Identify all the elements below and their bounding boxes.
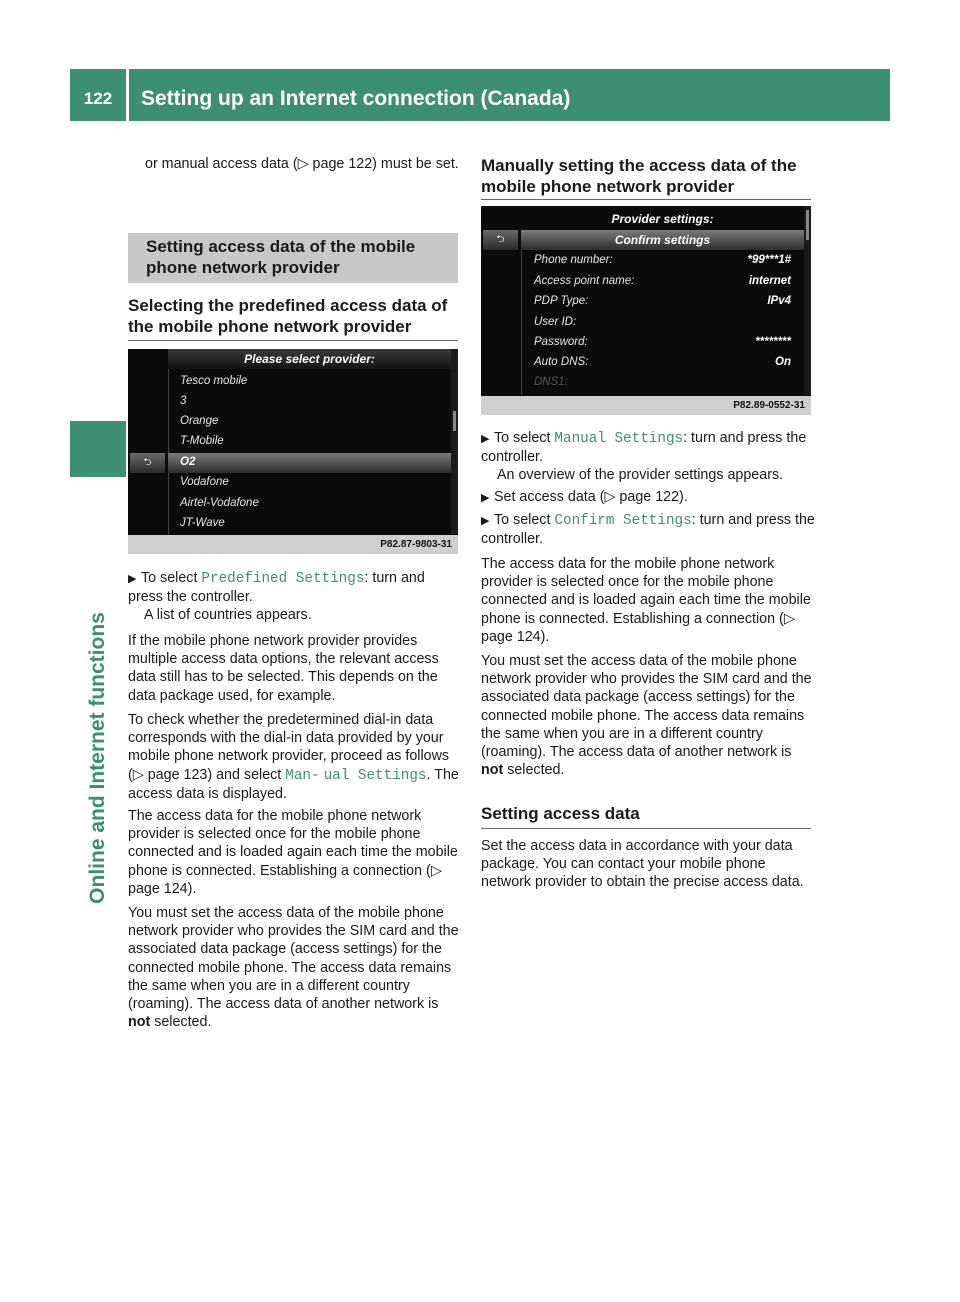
paragraph: To check whether the predetermined dial-in data corresponds with the dial-in data provided by your mobile phone network provider, proceed as follows (▷ page 123) and select Man‐ ual Settings. The access data is displayed. [128, 712, 459, 802]
step-instruction: ▶ To select Predefined Settings: turn and press the controller. A list of countries appears. [128, 570, 425, 624]
provider-item: 3 [180, 395, 187, 407]
selected-row-highlight [168, 453, 451, 473]
section-heading: Manually setting the access data of the mobile phone network provider [481, 156, 797, 196]
setting-value: On [775, 356, 791, 368]
step-instruction: ▶ To select Confirm Settings: turn and press the controller. [481, 512, 815, 548]
section-heading: Setting access data [481, 804, 640, 823]
setting-value: internet [748, 275, 791, 287]
provider-item: Tesco mobile [180, 375, 248, 387]
back-icon: ⮌ [483, 230, 518, 250]
setting-value: *99***1# [747, 254, 791, 266]
step-instruction: ▶ To select Manual Settings: turn and press the controller. An overview of the provider settings appears. [481, 430, 807, 484]
setting-label: PDP Type: [534, 295, 589, 307]
setting-label: Password: [534, 336, 588, 348]
provider-item: Vodafone [180, 476, 229, 488]
screenshot-caption: P82.89-0552-31 [733, 400, 805, 411]
paragraph: Set the access data in accordance with your data package. You can contact your mobile phone network provider to obtain the precise access data. [481, 838, 804, 891]
provider-item-selected: O2 [180, 456, 196, 468]
page-title: Setting up an Internet connection (Canada) [141, 87, 571, 110]
heading-rule [128, 340, 458, 341]
section-side-label: Online and Internet functions [86, 611, 109, 904]
setting-label: User ID: [534, 316, 577, 328]
sub-heading: Selecting the predefined access data of the mobile phone network provider [128, 296, 448, 336]
section-heading: Setting access data of the mobile phone network provider [146, 237, 416, 277]
provider-settings-screenshot: Provider settings: Confirm settings ⮌ Phone number: *99***1# Access point name: internet PDP Type: IPv4 User ID: Password: ******** Auto DNS: On DNS1: P82.89-0552-31 [481, 206, 811, 415]
step-arrow-icon: ▶ [481, 433, 490, 445]
intro-text: or manual access data (▷ page 122) must be set. [145, 156, 459, 172]
step-arrow-icon: ▶ [481, 515, 490, 527]
paragraph: You must set the access data of the mobile phone network provider who provides the SIM card and the associated data package (access settings) for the connected mobile phone. The access data remains the same when you are in a different country (roaming). The access data of another network is not selected. [128, 905, 459, 1031]
screen-title: Provider settings: [611, 212, 714, 226]
step-arrow-icon: ▶ [481, 492, 490, 504]
paragraph: If the mobile phone network provider provides multiple access data options, the relevant access data still has to be selected. This depends on the data package used, for example. [128, 633, 439, 704]
provider-item: Orange [180, 415, 219, 427]
provider-item: Airtel-Vodafone [180, 497, 259, 509]
provider-list-screenshot [128, 349, 458, 554]
heading-rule [481, 199, 811, 200]
setting-label: Phone number: [534, 254, 613, 266]
setting-value: ******** [755, 336, 791, 348]
paragraph: The access data for the mobile phone network provider is selected once for the mobile phone connected and is loaded again each time the mobile phone is connected. Establishing a connection (▷ page 124). [128, 808, 458, 897]
screen-title: Please select provider: [244, 352, 375, 366]
section-tab-marker [70, 421, 126, 477]
screenshot-caption: P82.87-9803-31 [380, 539, 452, 550]
paragraph: You must set the access data of the mobile phone network provider who provides the SIM card and the associated data package (access settings) for the connected mobile phone. The access data remains the same when you are in a different country (roaming). The access data of another network is not selected. [481, 653, 812, 779]
setting-label: Access point name: [534, 275, 635, 287]
paragraph: The access data for the mobile phone network provider is selected once for the mobile phone connected and is loaded again each time the mobile phone is connected. Establishing a connection (▷ page 124). [481, 556, 811, 645]
heading-rule [481, 828, 811, 829]
setting-value: IPv4 [767, 295, 791, 307]
setting-label: Auto DNS: [534, 356, 589, 368]
provider-item: JT-Wave [180, 517, 225, 529]
step-arrow-icon: ▶ [128, 573, 137, 585]
setting-label: DNS1: [534, 376, 568, 388]
page-number: 122 [83, 89, 113, 108]
provider-item: T-Mobile [180, 435, 224, 447]
step-instruction: ▶ Set access data (▷ page 122). [481, 488, 815, 507]
back-icon: ⮌ [130, 453, 165, 473]
